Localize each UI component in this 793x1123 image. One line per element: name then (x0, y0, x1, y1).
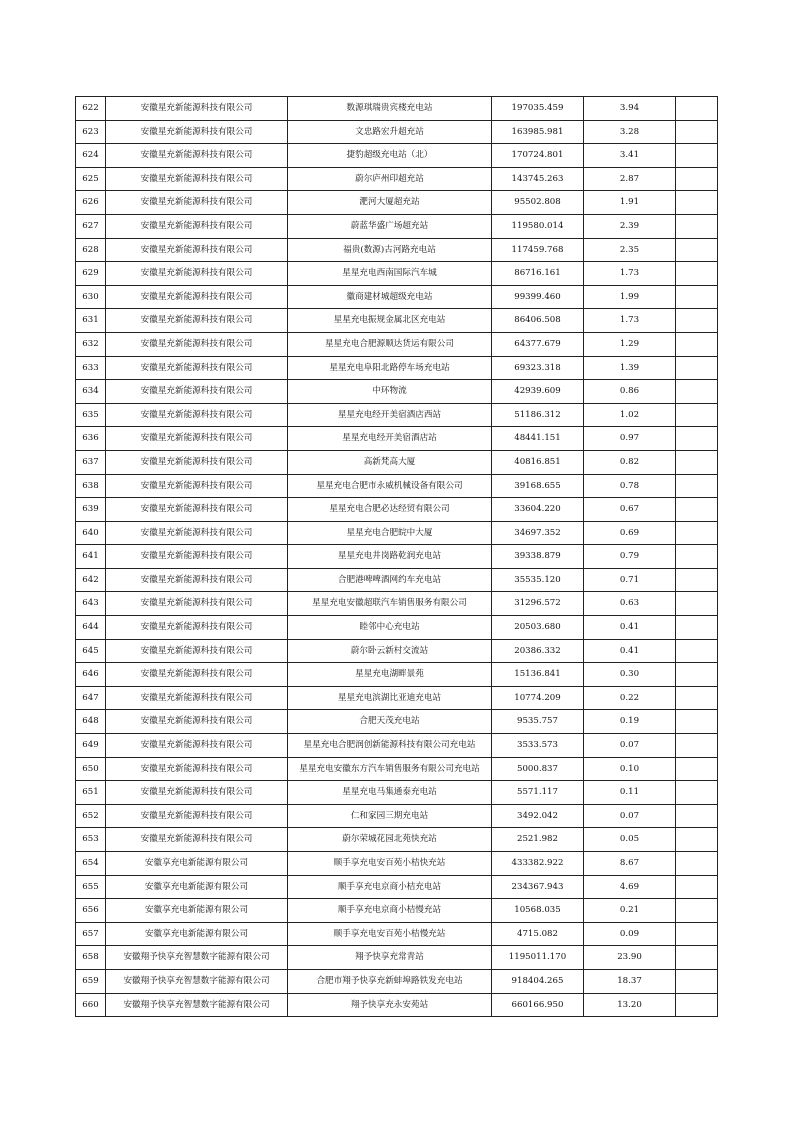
percentage-cell: 13.20 (584, 993, 676, 1017)
percentage-cell: 0.09 (584, 922, 676, 946)
charge-amount-cell: 10774.209 (492, 686, 584, 710)
table-row (76, 946, 718, 970)
charge-amount-cell: 39168.655 (492, 474, 584, 498)
row-number-cell: 632 (76, 332, 106, 356)
company-name-cell: 安徽星充新能源科技有限公司 (106, 498, 288, 522)
company-name-cell: 安徽星充新能源科技有限公司 (106, 521, 288, 545)
table-row (76, 427, 718, 451)
note-cell (676, 474, 718, 498)
percentage-cell: 1.39 (584, 356, 676, 380)
note-cell (676, 946, 718, 970)
station-name-cell: 顺手享充电京商小桔慢充站 (288, 899, 492, 923)
row-number-cell: 648 (76, 710, 106, 734)
note-cell (676, 568, 718, 592)
table-row (76, 686, 718, 710)
note-cell (676, 828, 718, 852)
company-name-cell: 安徽星充新能源科技有限公司 (106, 663, 288, 687)
note-cell (676, 262, 718, 286)
charge-amount-cell: 4715.082 (492, 922, 584, 946)
charge-amount-cell: 163985.981 (492, 120, 584, 144)
row-number-cell: 655 (76, 875, 106, 899)
station-name-cell: 星星充电井岗路乾润充电站 (288, 545, 492, 569)
note-cell (676, 380, 718, 404)
percentage-cell: 0.41 (584, 616, 676, 640)
row-number-cell: 622 (76, 97, 106, 121)
row-number-cell: 660 (76, 993, 106, 1017)
station-name-cell: 顺手享充电安百苑小桔快充站 (288, 852, 492, 876)
percentage-cell: 3.41 (584, 144, 676, 168)
note-cell (676, 875, 718, 899)
percentage-cell: 0.79 (584, 545, 676, 569)
company-name-cell: 安徽星充新能源科技有限公司 (106, 97, 288, 121)
row-number-cell: 653 (76, 828, 106, 852)
row-number-cell: 649 (76, 734, 106, 758)
company-name-cell: 安徽星充新能源科技有限公司 (106, 828, 288, 852)
note-cell (676, 545, 718, 569)
row-number-cell: 637 (76, 450, 106, 474)
row-number-cell: 641 (76, 545, 106, 569)
charge-amount-cell: 48441.151 (492, 427, 584, 451)
row-number-cell: 657 (76, 922, 106, 946)
station-name-cell: 星星充电安徽东方汽车销售服务有限公司充电站 (288, 757, 492, 781)
percentage-cell: 2.39 (584, 214, 676, 238)
station-name-cell: 顺手享充电安百苑小桔慢充站 (288, 922, 492, 946)
note-cell (676, 616, 718, 640)
note-cell (676, 899, 718, 923)
charge-amount-cell: 5000.837 (492, 757, 584, 781)
row-number-cell: 645 (76, 639, 106, 663)
percentage-cell: 1.02 (584, 403, 676, 427)
charge-amount-cell: 64377.679 (492, 332, 584, 356)
row-number-cell: 642 (76, 568, 106, 592)
percentage-cell: 0.19 (584, 710, 676, 734)
charge-amount-cell: 69323.318 (492, 356, 584, 380)
percentage-cell: 0.82 (584, 450, 676, 474)
station-name-cell: 星星充电合肥市永威机械设备有限公司 (288, 474, 492, 498)
station-name-cell: 星星充电阜阳北路停车场充电站 (288, 356, 492, 380)
station-name-cell: 捷豹超级充电站（北） (288, 144, 492, 168)
charge-amount-cell: 15136.841 (492, 663, 584, 687)
company-name-cell: 安徽星充新能源科技有限公司 (106, 144, 288, 168)
charging-station-table (75, 96, 718, 1017)
company-name-cell: 安徽享充电新能源有限公司 (106, 899, 288, 923)
percentage-cell: 2.35 (584, 238, 676, 262)
station-name-cell: 星星充电振规金属北区充电站 (288, 309, 492, 333)
percentage-cell: 0.78 (584, 474, 676, 498)
station-name-cell: 顺手享充电京商小桔充电站 (288, 875, 492, 899)
company-name-cell: 安徽翔予快享充智慧数字能源有限公司 (106, 993, 288, 1017)
row-number-cell: 658 (76, 946, 106, 970)
company-name-cell: 安徽星充新能源科技有限公司 (106, 592, 288, 616)
percentage-cell: 3.94 (584, 97, 676, 121)
station-name-cell: 翔予快享充常青站 (288, 946, 492, 970)
table-row (76, 616, 718, 640)
row-number-cell: 626 (76, 191, 106, 215)
row-number-cell: 650 (76, 757, 106, 781)
company-name-cell: 安徽享充电新能源有限公司 (106, 852, 288, 876)
station-name-cell: 合肥天茂充电站 (288, 710, 492, 734)
row-number-cell: 647 (76, 686, 106, 710)
table-row (76, 191, 718, 215)
table-row (76, 498, 718, 522)
table-row (76, 781, 718, 805)
station-name-cell: 数源琪瑞贵宾楼充电站 (288, 97, 492, 121)
note-cell (676, 167, 718, 191)
percentage-cell: 0.11 (584, 781, 676, 805)
station-name-cell: 蔚尔荣城花园北苑快充站 (288, 828, 492, 852)
charge-amount-cell: 119580.014 (492, 214, 584, 238)
station-name-cell: 高新梵高大厦 (288, 450, 492, 474)
table-row (76, 757, 718, 781)
note-cell (676, 450, 718, 474)
table-row (76, 97, 718, 121)
station-name-cell: 星星充电合肥皖中大厦 (288, 521, 492, 545)
charge-amount-cell: 39338.879 (492, 545, 584, 569)
company-name-cell: 安徽星充新能源科技有限公司 (106, 120, 288, 144)
charge-amount-cell: 660166.950 (492, 993, 584, 1017)
table-row (76, 309, 718, 333)
percentage-cell: 0.05 (584, 828, 676, 852)
note-cell (676, 804, 718, 828)
charge-amount-cell: 51186.312 (492, 403, 584, 427)
row-number-cell: 629 (76, 262, 106, 286)
note-cell (676, 97, 718, 121)
table-row (76, 969, 718, 993)
row-number-cell: 628 (76, 238, 106, 262)
percentage-cell: 0.22 (584, 686, 676, 710)
station-name-cell: 睦邻中心充电站 (288, 616, 492, 640)
table-row (76, 545, 718, 569)
note-cell (676, 922, 718, 946)
charge-amount-cell: 99399.460 (492, 285, 584, 309)
note-cell (676, 639, 718, 663)
row-number-cell: 639 (76, 498, 106, 522)
percentage-cell: 3.28 (584, 120, 676, 144)
charge-amount-cell: 117459.768 (492, 238, 584, 262)
table-row (76, 403, 718, 427)
charge-amount-cell: 86406.508 (492, 309, 584, 333)
percentage-cell: 18.37 (584, 969, 676, 993)
company-name-cell: 安徽星充新能源科技有限公司 (106, 568, 288, 592)
company-name-cell: 安徽翔予快享充智慧数字能源有限公司 (106, 969, 288, 993)
row-number-cell: 627 (76, 214, 106, 238)
table-row (76, 852, 718, 876)
charge-amount-cell: 42939.609 (492, 380, 584, 404)
note-cell (676, 285, 718, 309)
table-row (76, 875, 718, 899)
note-cell (676, 309, 718, 333)
company-name-cell: 安徽星充新能源科技有限公司 (106, 380, 288, 404)
charge-amount-cell: 35535.120 (492, 568, 584, 592)
table-row (76, 332, 718, 356)
station-name-cell: 合肥港啤啤酒网约车充电站 (288, 568, 492, 592)
row-number-cell: 624 (76, 144, 106, 168)
station-name-cell: 合肥市翔予快享充新蚌埠路铁发充电站 (288, 969, 492, 993)
charge-amount-cell: 2521.982 (492, 828, 584, 852)
charge-amount-cell: 95502.808 (492, 191, 584, 215)
table-row (76, 474, 718, 498)
station-name-cell: 蔚尔卧云新村交流站 (288, 639, 492, 663)
company-name-cell: 安徽星充新能源科技有限公司 (106, 214, 288, 238)
table-row (76, 262, 718, 286)
company-name-cell: 安徽星充新能源科技有限公司 (106, 450, 288, 474)
percentage-cell: 0.07 (584, 734, 676, 758)
charge-amount-cell: 10568.035 (492, 899, 584, 923)
table-row (76, 285, 718, 309)
station-name-cell: 星星充电合肥润创新能源科技有限公司充电站 (288, 734, 492, 758)
charge-amount-cell: 9535.757 (492, 710, 584, 734)
percentage-cell: 1.91 (584, 191, 676, 215)
company-name-cell: 安徽星充新能源科技有限公司 (106, 285, 288, 309)
charge-amount-cell: 20503.680 (492, 616, 584, 640)
charge-amount-cell: 170724.801 (492, 144, 584, 168)
row-number-cell: 633 (76, 356, 106, 380)
company-name-cell: 安徽星充新能源科技有限公司 (106, 427, 288, 451)
note-cell (676, 993, 718, 1017)
charge-amount-cell: 20386.332 (492, 639, 584, 663)
note-cell (676, 403, 718, 427)
station-name-cell: 星星充电马集通泰充电站 (288, 781, 492, 805)
table-row (76, 663, 718, 687)
percentage-cell: 0.63 (584, 592, 676, 616)
percentage-cell: 0.10 (584, 757, 676, 781)
row-number-cell: 643 (76, 592, 106, 616)
table-row (76, 167, 718, 191)
note-cell (676, 214, 718, 238)
note-cell (676, 781, 718, 805)
company-name-cell: 安徽星充新能源科技有限公司 (106, 332, 288, 356)
company-name-cell: 安徽星充新能源科技有限公司 (106, 616, 288, 640)
note-cell (676, 686, 718, 710)
company-name-cell: 安徽星充新能源科技有限公司 (106, 639, 288, 663)
row-number-cell: 638 (76, 474, 106, 498)
row-number-cell: 652 (76, 804, 106, 828)
company-name-cell: 安徽翔予快享充智慧数字能源有限公司 (106, 946, 288, 970)
company-name-cell: 安徽享充电新能源有限公司 (106, 922, 288, 946)
table-row (76, 238, 718, 262)
table-row (76, 120, 718, 144)
note-cell (676, 332, 718, 356)
company-name-cell: 安徽星充新能源科技有限公司 (106, 262, 288, 286)
table-row (76, 380, 718, 404)
percentage-cell: 0.67 (584, 498, 676, 522)
percentage-cell: 0.69 (584, 521, 676, 545)
row-number-cell: 631 (76, 309, 106, 333)
percentage-cell: 0.21 (584, 899, 676, 923)
company-name-cell: 安徽星充新能源科技有限公司 (106, 309, 288, 333)
charge-amount-cell: 234367.943 (492, 875, 584, 899)
station-name-cell: 星星充电经开美宿酒店西站 (288, 403, 492, 427)
charge-amount-cell: 33604.220 (492, 498, 584, 522)
table-row (76, 450, 718, 474)
table-row (76, 568, 718, 592)
charge-amount-cell: 1195011.170 (492, 946, 584, 970)
charge-amount-cell: 3492.042 (492, 804, 584, 828)
table-row (76, 899, 718, 923)
percentage-cell: 0.86 (584, 380, 676, 404)
percentage-cell: 2.87 (584, 167, 676, 191)
station-name-cell: 仁和家园三期充电站 (288, 804, 492, 828)
charge-amount-cell: 143745.263 (492, 167, 584, 191)
company-name-cell: 安徽星充新能源科技有限公司 (106, 734, 288, 758)
note-cell (676, 710, 718, 734)
percentage-cell: 1.73 (584, 309, 676, 333)
company-name-cell: 安徽星充新能源科技有限公司 (106, 757, 288, 781)
station-name-cell: 星星充电经开美宿酒店站 (288, 427, 492, 451)
table-row (76, 144, 718, 168)
percentage-cell: 23.90 (584, 946, 676, 970)
table-row (76, 356, 718, 380)
table-row (76, 804, 718, 828)
percentage-cell: 1.99 (584, 285, 676, 309)
row-number-cell: 644 (76, 616, 106, 640)
percentage-cell: 8.67 (584, 852, 676, 876)
station-name-cell: 星星充电西南国际汽车城 (288, 262, 492, 286)
row-number-cell: 656 (76, 899, 106, 923)
station-name-cell: 翔予快享充永安苑站 (288, 993, 492, 1017)
row-number-cell: 640 (76, 521, 106, 545)
note-cell (676, 969, 718, 993)
charge-amount-cell: 86716.161 (492, 262, 584, 286)
row-number-cell: 659 (76, 969, 106, 993)
note-cell (676, 120, 718, 144)
row-number-cell: 646 (76, 663, 106, 687)
row-number-cell: 635 (76, 403, 106, 427)
row-number-cell: 651 (76, 781, 106, 805)
percentage-cell: 1.73 (584, 262, 676, 286)
station-name-cell: 福贵(数源)古河路充电站 (288, 238, 492, 262)
charge-amount-cell: 197035.459 (492, 97, 584, 121)
company-name-cell: 安徽星充新能源科技有限公司 (106, 191, 288, 215)
table-row (76, 592, 718, 616)
note-cell (676, 427, 718, 451)
note-cell (676, 592, 718, 616)
charge-amount-cell: 34697.352 (492, 521, 584, 545)
station-name-cell: 中环物流 (288, 380, 492, 404)
percentage-cell: 0.07 (584, 804, 676, 828)
station-name-cell: 徽商建材城超级充电站 (288, 285, 492, 309)
note-cell (676, 498, 718, 522)
note-cell (676, 757, 718, 781)
row-number-cell: 623 (76, 120, 106, 144)
percentage-cell: 0.71 (584, 568, 676, 592)
note-cell (676, 238, 718, 262)
station-name-cell: 文忠路宏升超充站 (288, 120, 492, 144)
company-name-cell: 安徽享充电新能源有限公司 (106, 875, 288, 899)
table-body (76, 97, 718, 1017)
row-number-cell: 636 (76, 427, 106, 451)
station-name-cell: 星星充电安徽超联汽车销售服务有限公司 (288, 592, 492, 616)
station-name-cell: 蔚尔庐州印超充站 (288, 167, 492, 191)
station-name-cell: 蔚蓝华盛广场超充站 (288, 214, 492, 238)
row-number-cell: 634 (76, 380, 106, 404)
note-cell (676, 663, 718, 687)
table-row (76, 710, 718, 734)
row-number-cell: 654 (76, 852, 106, 876)
charge-amount-cell: 3533.573 (492, 734, 584, 758)
station-name-cell: 星星充电合肥必达经贸有限公司 (288, 498, 492, 522)
note-cell (676, 852, 718, 876)
table-row (76, 521, 718, 545)
note-cell (676, 356, 718, 380)
company-name-cell: 安徽星充新能源科技有限公司 (106, 545, 288, 569)
percentage-cell: 4.69 (584, 875, 676, 899)
table-row (76, 993, 718, 1017)
percentage-cell: 0.41 (584, 639, 676, 663)
note-cell (676, 521, 718, 545)
charge-amount-cell: 918404.265 (492, 969, 584, 993)
row-number-cell: 630 (76, 285, 106, 309)
percentage-cell: 0.30 (584, 663, 676, 687)
table-row (76, 639, 718, 663)
table-row (76, 828, 718, 852)
charge-amount-cell: 40816.851 (492, 450, 584, 474)
charge-amount-cell: 433382.922 (492, 852, 584, 876)
table-row (76, 734, 718, 758)
charge-amount-cell: 5571.117 (492, 781, 584, 805)
station-name-cell: 星星充电滨湖比亚迪充电站 (288, 686, 492, 710)
note-cell (676, 734, 718, 758)
company-name-cell: 安徽星充新能源科技有限公司 (106, 238, 288, 262)
company-name-cell: 安徽星充新能源科技有限公司 (106, 804, 288, 828)
station-name-cell: 星星充电合肥源顺达货运有限公司 (288, 332, 492, 356)
company-name-cell: 安徽星充新能源科技有限公司 (106, 781, 288, 805)
company-name-cell: 安徽星充新能源科技有限公司 (106, 474, 288, 498)
station-name-cell: 星星充电湖畔景苑 (288, 663, 492, 687)
company-name-cell: 安徽星充新能源科技有限公司 (106, 403, 288, 427)
percentage-cell: 0.97 (584, 427, 676, 451)
charge-amount-cell: 31296.572 (492, 592, 584, 616)
note-cell (676, 191, 718, 215)
note-cell (676, 144, 718, 168)
station-name-cell: 淝河大厦超充站 (288, 191, 492, 215)
table-row (76, 214, 718, 238)
row-number-cell: 625 (76, 167, 106, 191)
table-row (76, 922, 718, 946)
company-name-cell: 安徽星充新能源科技有限公司 (106, 356, 288, 380)
percentage-cell: 1.29 (584, 332, 676, 356)
company-name-cell: 安徽星充新能源科技有限公司 (106, 710, 288, 734)
company-name-cell: 安徽星充新能源科技有限公司 (106, 167, 288, 191)
company-name-cell: 安徽星充新能源科技有限公司 (106, 686, 288, 710)
